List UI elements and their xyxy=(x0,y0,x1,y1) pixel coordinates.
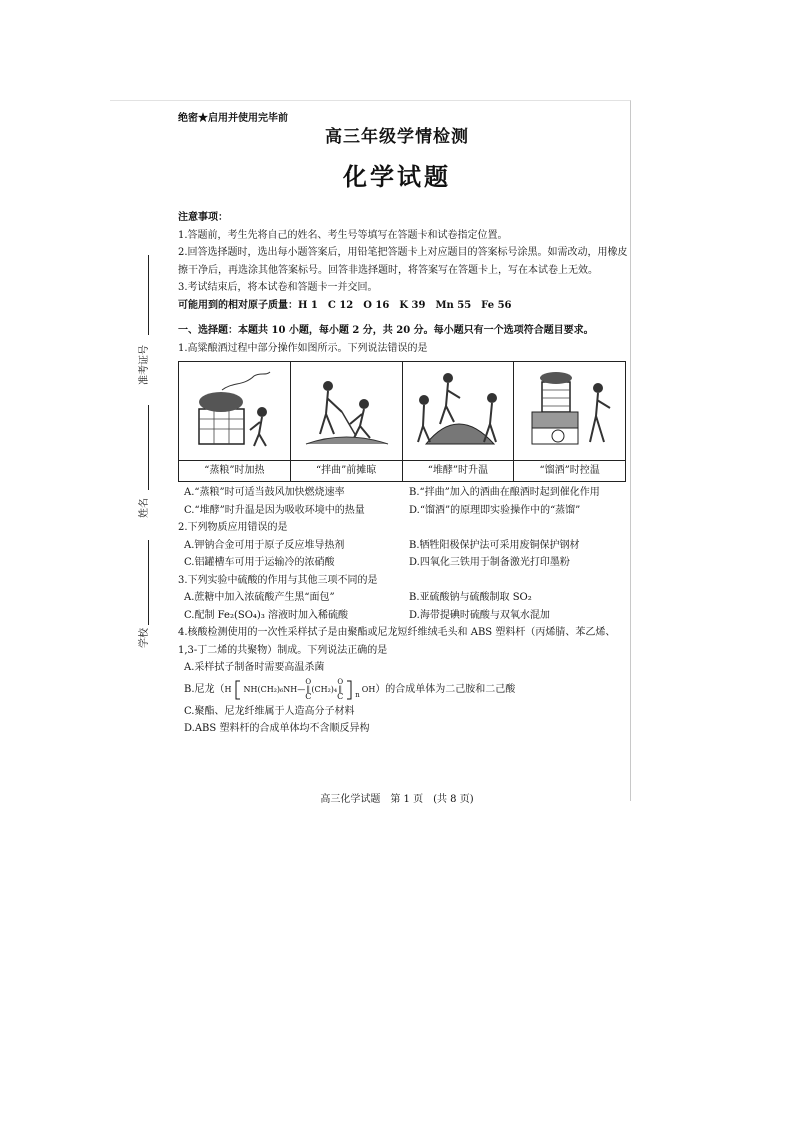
exam-content xyxy=(178,209,628,738)
open-bracket-icon xyxy=(234,679,242,701)
name-label: 姓名 xyxy=(139,498,150,518)
option-b-prefix: B.尼龙（ xyxy=(184,683,225,695)
option-b-suffix: ）的合成单体为二己胺和二己酸 xyxy=(375,683,516,695)
name-line xyxy=(148,405,149,490)
ticket-number-label: 准考证号 xyxy=(139,345,150,385)
question-3-options xyxy=(178,589,628,624)
option-b: B.“拌曲”加入的酒曲在酿酒时起到催化作用 xyxy=(409,487,600,498)
option-b: B.亚硫酸钠与硫酸制取 SO₂ xyxy=(409,592,532,603)
notice-item: 1.答题前，考生先将自己的姓名、考生号等填写在答题卡和试卷指定位置。 xyxy=(178,229,508,241)
option-b: B.牺牲阳极保护法可采用废铜保护钢材 xyxy=(409,539,580,551)
fermenting-illustration xyxy=(402,362,514,461)
option-a: A.采样拭子制备时需要高温杀菌 xyxy=(184,662,325,673)
school-line xyxy=(148,540,149,625)
steaming-illustration xyxy=(179,362,291,461)
school-label: 学校 xyxy=(139,628,150,648)
option-a: A.蔗糖中加入浓硫酸产生黑“面包” xyxy=(184,592,335,603)
carbonyl-2: O ‖ C xyxy=(337,677,344,701)
spreading-grain-image xyxy=(296,364,396,454)
option-d: D.ABS 塑料杆的合成单体均不含顺反异构 xyxy=(184,723,370,734)
atomic-mass-line: 可能用到的相对原子质量：H 1 C 12 O 16 K 39 Mn 55 Fe 56 xyxy=(178,299,512,311)
close-bracket-icon xyxy=(345,679,353,701)
option-c: C.铝罐槽车可用于运输冷的浓硝酸 xyxy=(184,557,335,568)
option-a: A.钾钠合金可用于原子反应堆导热剂 xyxy=(184,539,345,551)
question-3-stem: 3.下列实验中硫酸的作用与其他三项不同的是 xyxy=(178,574,378,586)
option-d: D.四氧化三铁用于制备激光打印墨粉 xyxy=(409,557,570,568)
question-2-stem: 2.下列物质应用错误的是 xyxy=(178,522,288,533)
option-d: D.“馏酒”的原理即实验操作中的“蒸馏” xyxy=(409,504,581,516)
question-4-stem: 4.核酸检测使用的一次性采样拭子是由聚酯或尼龙短纤维绒毛头和 ABS 塑料杆（丙烯腈、苯乙烯、1,3-丁二烯的共聚物）制成。下列说法正确的是 xyxy=(178,627,616,656)
formula-chain: (CH₂)₄ xyxy=(311,684,338,694)
option-a: A.“蒸粮”时可适当鼓风加快燃烧速率 xyxy=(184,487,345,498)
distilling-illustration xyxy=(514,362,626,461)
caption-steaming: “蒸粮”时加热 xyxy=(179,461,291,482)
notice-heading: 注意事项： xyxy=(178,212,228,223)
formula-oh: OH xyxy=(361,684,376,694)
paper-title: 化学试题 xyxy=(343,162,451,191)
nylon-formula-option-b: B.尼龙（ H NH(CH₂)₆NH — O ‖ C (CH₂)₄ O ‖ C $_n$ OH ）的合成单体为二己胺和二己酸 xyxy=(184,677,516,701)
notice-item: 3.考试结束后，将本试卷和答题卡一并交回。 xyxy=(178,282,378,293)
q1-figure-table xyxy=(178,361,626,482)
formula-n: n xyxy=(355,691,360,700)
caption-distilling: “馏酒”时控温 xyxy=(514,461,626,482)
fermenting-heap-image xyxy=(408,364,508,454)
steaming-grain-image xyxy=(184,364,284,454)
notice-item: 2.回答选择题时，选出每小题答案后，用铅笔把答题卡上对应题目的答案标号涂黑。如需改动，用橡皮擦干净后，再选涂其他答案标号。回答非选择题时，将答案写在答题卡上，写在本试卷上无效。 xyxy=(178,247,628,276)
option-c: C.“堆酵”时升温是因为吸收环境中的热量 xyxy=(184,504,365,516)
question-4-options-cd xyxy=(178,703,628,738)
page-footer: 高三化学试题 第 1 页 (共 8 页) xyxy=(320,794,474,805)
mixing-illustration xyxy=(290,362,402,461)
option-c: C.配制 Fe₂(SO₄)₃ 溶液时加入稀硫酸 xyxy=(184,609,349,621)
carbonyl-1: O ‖ C xyxy=(305,677,312,701)
caption-fermenting: “堆酵”时升温 xyxy=(402,461,514,482)
exam-title: 高三年级学情检测 xyxy=(325,127,469,147)
option-c: C.聚酯、尼龙纤维属于人造高分子材料 xyxy=(184,705,355,717)
question-4-options xyxy=(178,659,628,677)
question-1-stem: 1.高粱酿酒过程中部分操作如图所示。下列说法错误的是 xyxy=(178,342,428,354)
formula-h: H xyxy=(224,684,232,694)
formula-diamine: NH(CH₂)₆NH xyxy=(243,684,298,694)
question-2-options xyxy=(178,537,628,572)
section-heading: 一、选择题：本题共 10 小题，每小题 2 分，共 20 分。每小题只有一个选项符合题目要求。 xyxy=(178,325,594,336)
ticket-line xyxy=(148,255,149,335)
confidential-seal: 绝密★启用并使用完毕前 xyxy=(178,113,288,124)
distilling-still-image xyxy=(520,364,620,454)
option-d: D.海带提碘时硫酸与双氧水混加 xyxy=(409,609,550,621)
question-1-options xyxy=(178,484,628,519)
caption-mixing: “拌曲”前摊晾 xyxy=(290,461,402,482)
